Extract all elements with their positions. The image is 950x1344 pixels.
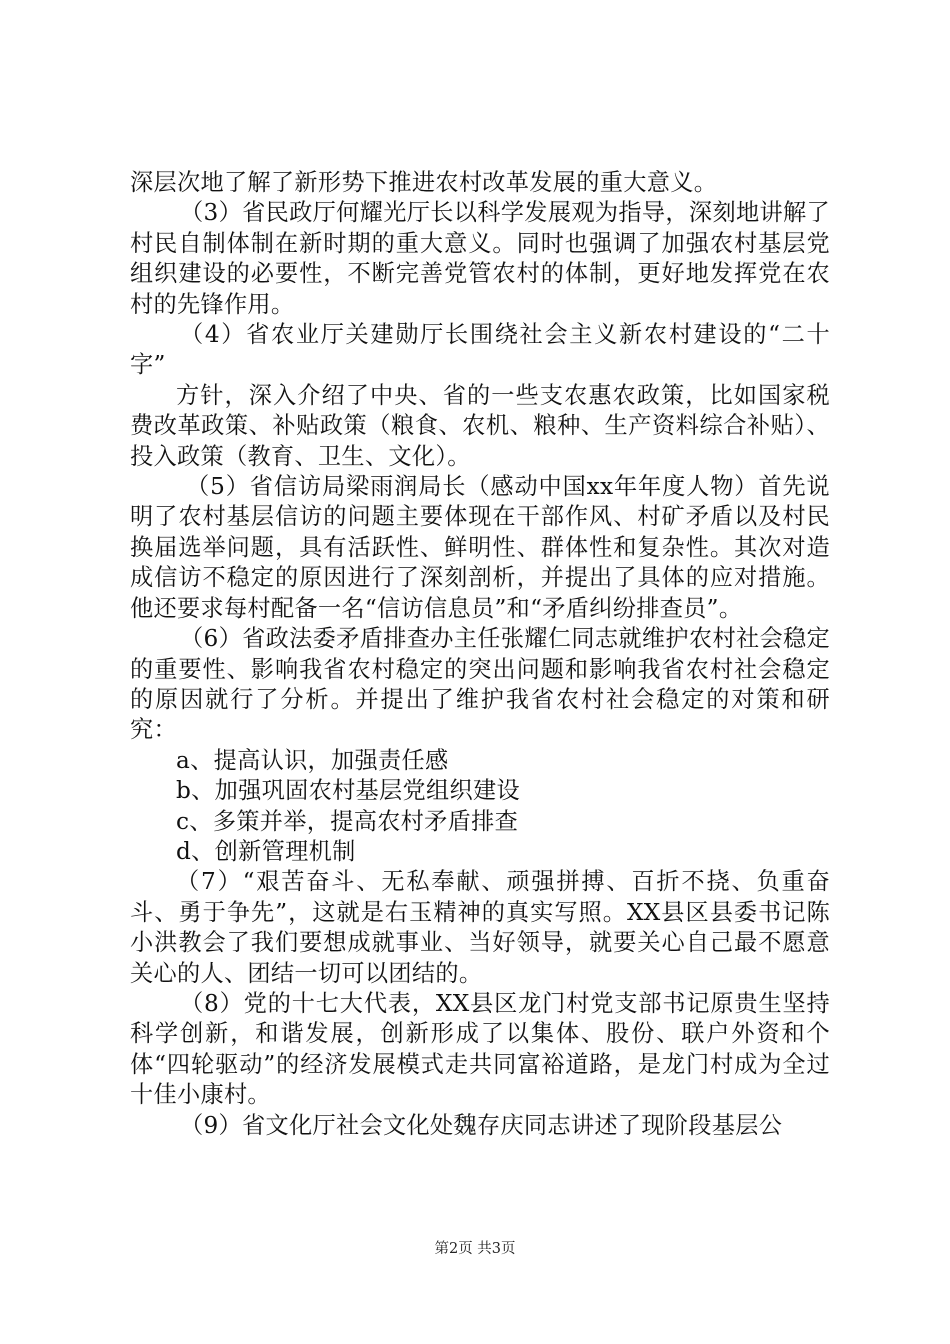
paragraph-6-political-legal: （6）省政法委矛盾排查办主任张耀仁同志就维护农村社会稳定的重要性、影响我省农村稳定的突出问题和影响我省农村社会稳定的原因就行了分析。并提出了维护我省农村社会稳定的对策和研究： [130,625,830,744]
paragraph-4-agriculture: （4）省农业厅关建勋厅长围绕社会主义新农村建设的“二十字” [130,321,830,379]
list-item-b: b、加强巩固农村基层党组织建设 [176,777,520,805]
document-body [130,168,830,1141]
paragraph-9-culture: （9）省文化厅社会文化处魏存庆同志讲述了现阶段基层公 [180,1111,783,1139]
list-item-d: d、创新管理机制 [176,837,356,865]
list-item-c: c、多策并举，提高农村矛盾排查 [176,807,519,835]
paragraph-5-petition: （5）省信访局梁雨润局长（感动中国xx年年度人物）首先说明了农村基层信访的问题主要体现在干部作风、村矿矛盾以及村民换届选举问题，具有活跃性、鲜明性、群体性和复杂性。其次对造成信访不稳定的原因进行了深刻剖析，并提出了具体的应对措施。他还要求每村配备一名“信访信息员”和“矛盾纠纷排查员”。 [130,473,830,622]
paragraph-continuation: 深层次地了解了新形势下推进农村改革发展的重大意义。 [130,169,718,196]
paragraph-4-continued: 方针，深入介绍了中央、省的一些支农惠农政策，比如国家税费改革政策、补贴政策（粮食、农机、粮种、生产资料综合补贴）、投入政策（教育、卫生、文化）。 [130,381,830,470]
list-item-a: a、提高认识，加强责任感 [176,746,449,774]
paragraph-3-civil-affairs: （3）省民政厅何耀光厅长以科学发展观为指导，深刻地讲解了村民自制体制在新时期的重大意义。同时也强调了加强农村基层党组织建设的必要性，不断完善党管农村的体制，更好地发挥党在农村的先锋作用。 [130,199,830,318]
paragraph-7-youyu-spirit: （7）“艰苦奋斗、无私奉献、顽强拼搏、百折不挠、负重奋斗、勇于争先”，这就是右玉精神的真实写照。XX县区县委书记陈小洪教会了我们要想成就事业、当好领导，就要关心自己最不愿意关心的人、团结一切可以团结的。 [130,868,830,987]
page-number-footer: 第2页 共3页 [434,1241,516,1257]
paragraph-8-longmen-village: （8）党的十七大代表，XX县区龙门村党支部书记原贵生坚持科学创新，和谐发展，创新形成了以集体、股份、联户外资和个体“四轮驱动”的经济发展模式走共同富裕道路，是龙门村成为全过十佳小康村。 [130,989,830,1109]
